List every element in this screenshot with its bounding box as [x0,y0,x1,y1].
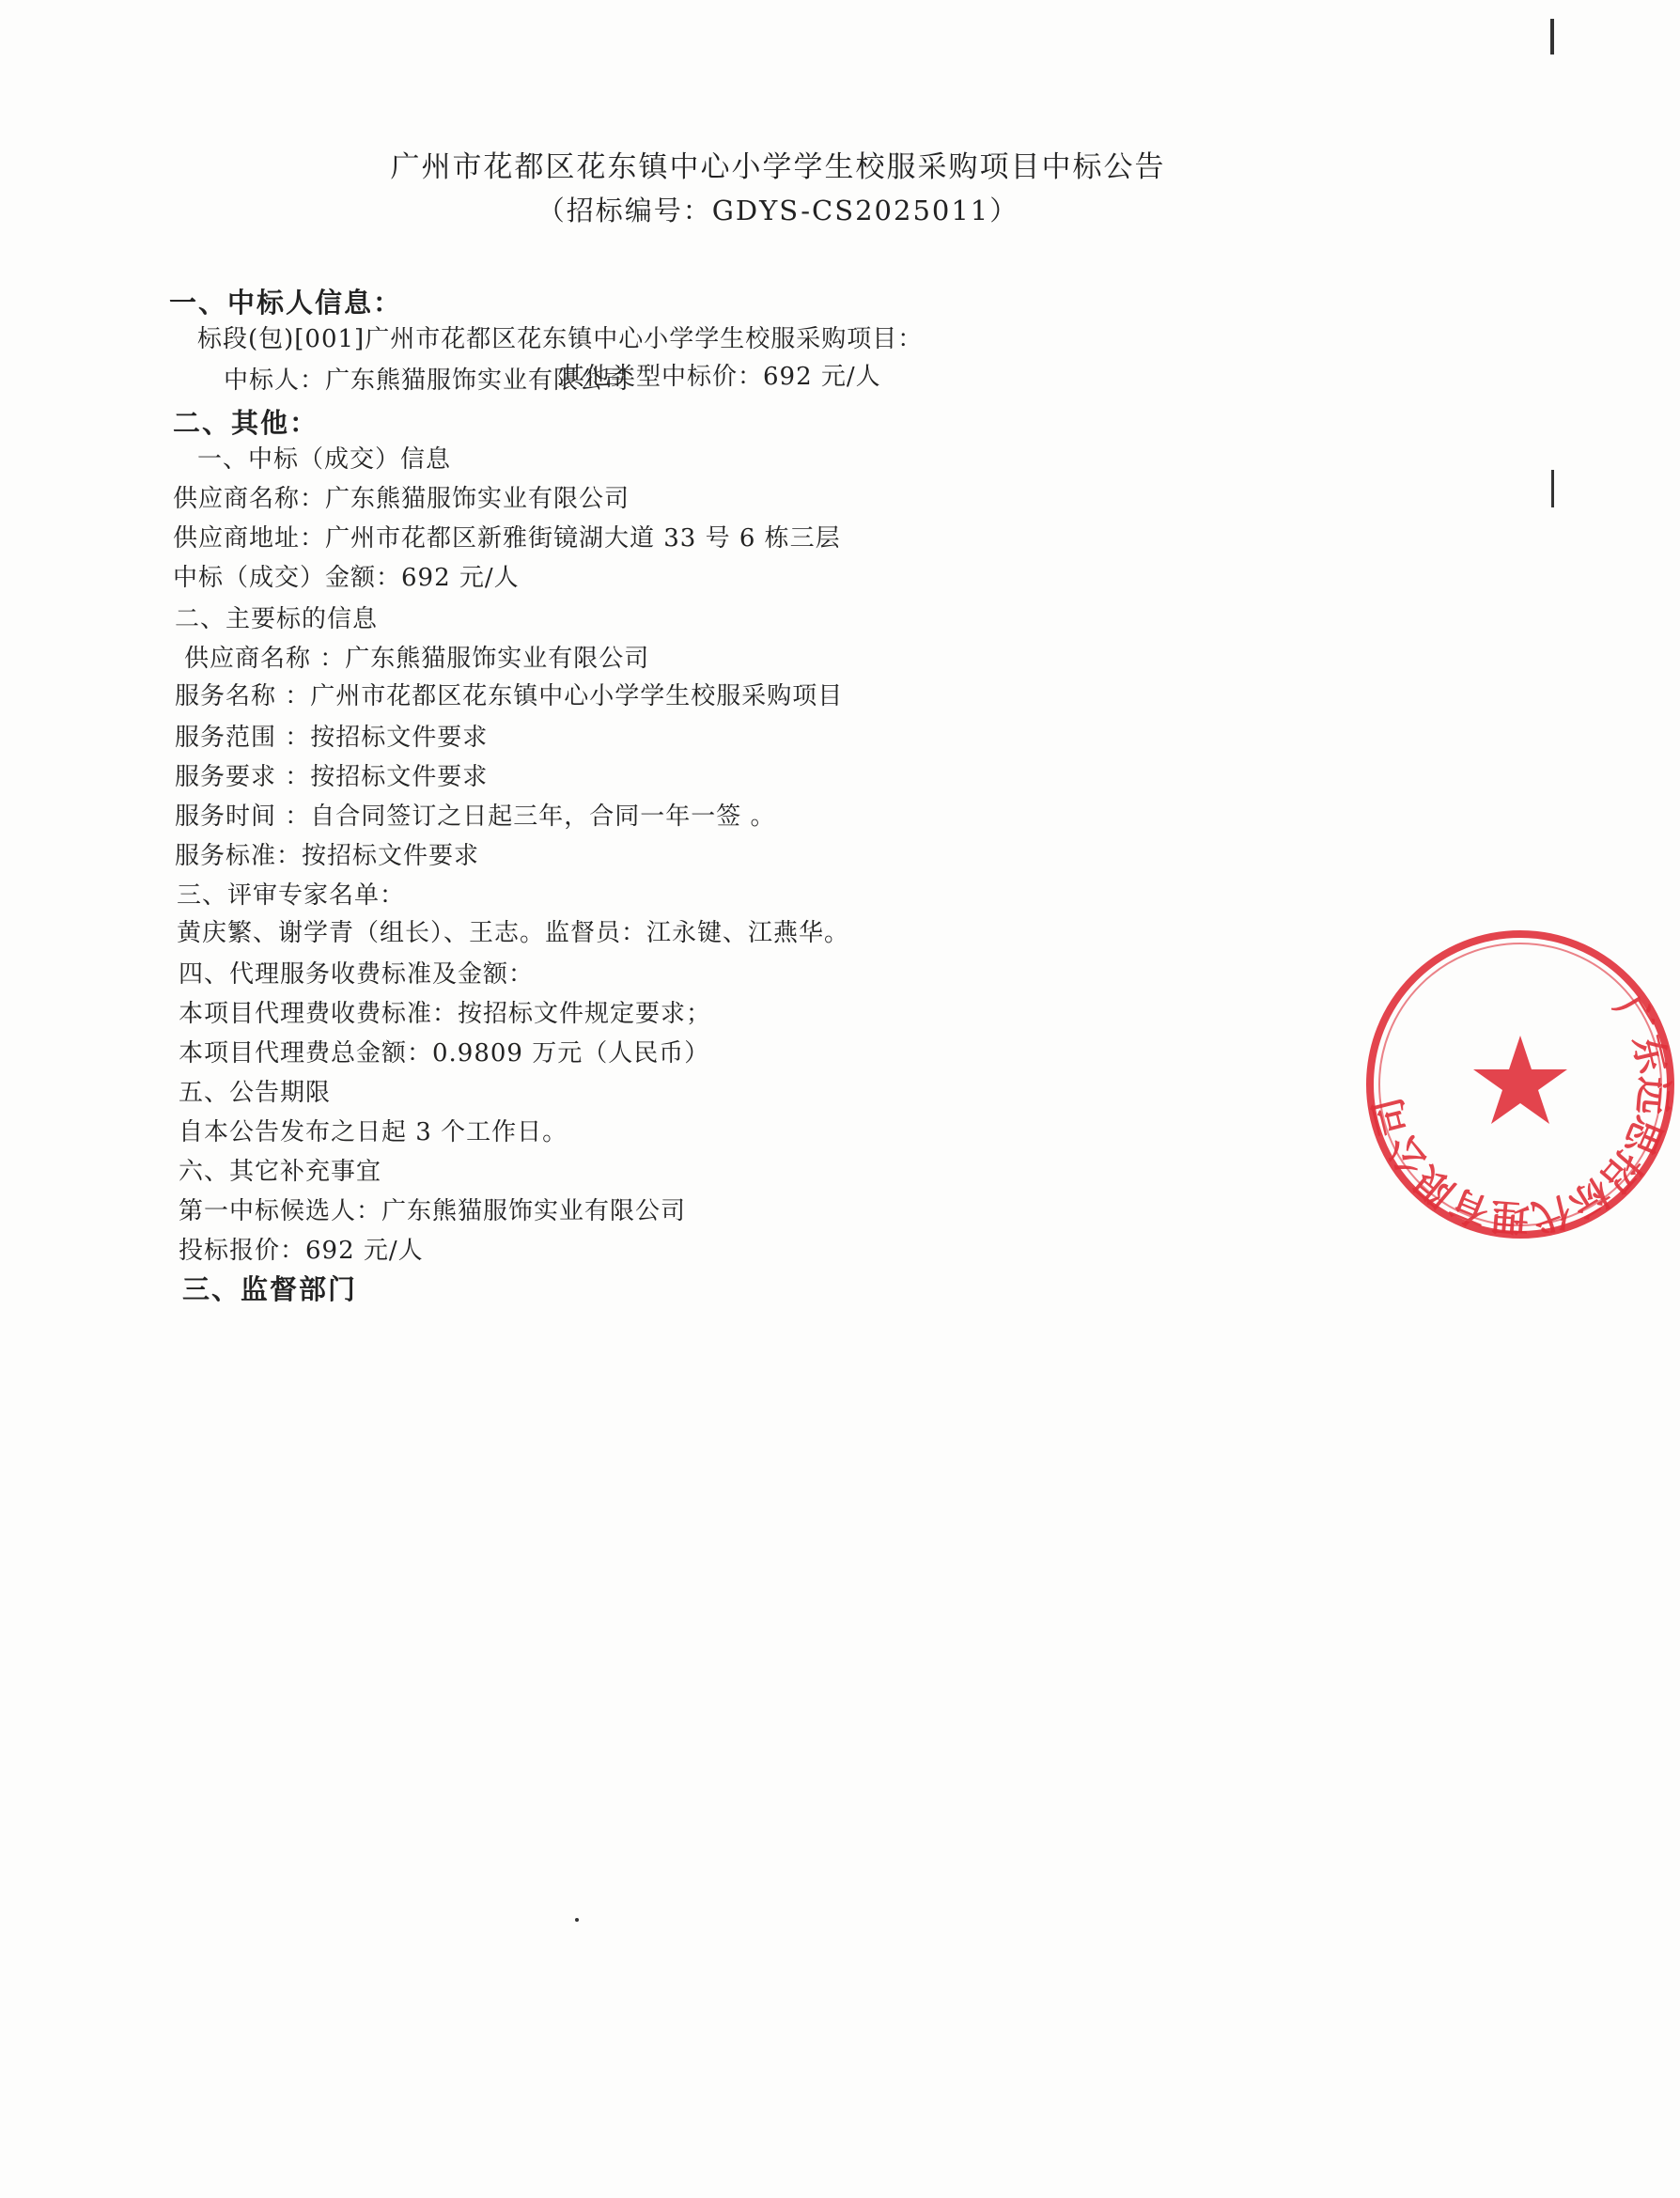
supplier-address: 供应商地址：广州市花都区新雅街镜湖大道 33 号 6 栋三层 [173,524,841,553]
award-amount: 中标（成交）金额：692 元/人 [173,564,520,592]
service-standard: 服务标准：按招标文件要求 [175,842,480,870]
subsection-supplementary: 六、其它补充事宜 [179,1158,382,1186]
supplier-name: 供应商名称：广东熊猫服饰实业有限公司 [173,485,630,513]
announcement-period: 自本公告发布之日起 3 个工作日。 [179,1118,568,1146]
fee-standard: 本项目代理费收费标准：按招标文件规定要求； [179,1000,712,1028]
first-candidate: 第一中标候选人：广东熊猫服饰实业有限公司 [179,1197,687,1225]
subsection-main-items: 二、主要标的信息 [175,605,379,633]
tender-number: （招标编号：GDYS-CS2025011） [537,195,1019,226]
scan-mark [1550,19,1554,55]
seal-star-icon [1473,1036,1567,1124]
section-1-heading: 一、中标人信息： [169,287,403,319]
service-name: 服务名称 ：广州市花都区花东镇中心小学学生校服采购项目 [175,682,844,710]
service-scope: 服务范围 ：按招标文件要求 [175,724,489,752]
main-supplier-name: 供应商名称 ：广东熊猫服饰实业有限公司 [184,645,650,673]
scan-mark [1551,470,1554,507]
subsection-experts: 三、评审专家名单： [177,881,406,910]
seal-text: 广东远思招标代理有限公司 [1366,989,1676,1240]
scan-dot [575,1918,579,1922]
service-requirement: 服务要求 ：按招标文件要求 [175,763,489,791]
winner-price: 其他类型中标价：692 元/人 [560,363,881,391]
subsection-period: 五、公告期限 [179,1079,332,1107]
winner-line: 中标人：广东熊猫服饰实业有限公司 [224,366,630,395]
section-3-heading: 三、监督部门 [182,1273,358,1305]
section-2-heading: 二、其他： [173,407,319,439]
document-title: 广州市花都区花东镇中心小学学生校服采购项目中标公告 [390,150,1166,184]
official-seal [1361,925,1680,1244]
subsection-award-info: 一、中标（成交）信息 [197,445,452,474]
experts-list: 黄庆繁、谢学青（组长）、王志。监督员：江永键、江燕华。 [177,919,850,947]
lot-line: 标段(包)[001]广州市花都区花东镇中心小学学生校服采购项目： [197,325,924,353]
subsection-fees: 四、代理服务收费标准及金额： [179,960,535,989]
fee-total: 本项目代理费总金额：0.9809 万元（人民币） [179,1039,710,1068]
service-time: 服务时间 ：自合同签订之日起三年，合同一年一签 。 [175,803,776,831]
bid-price: 投标报价：692 元/人 [179,1237,424,1265]
